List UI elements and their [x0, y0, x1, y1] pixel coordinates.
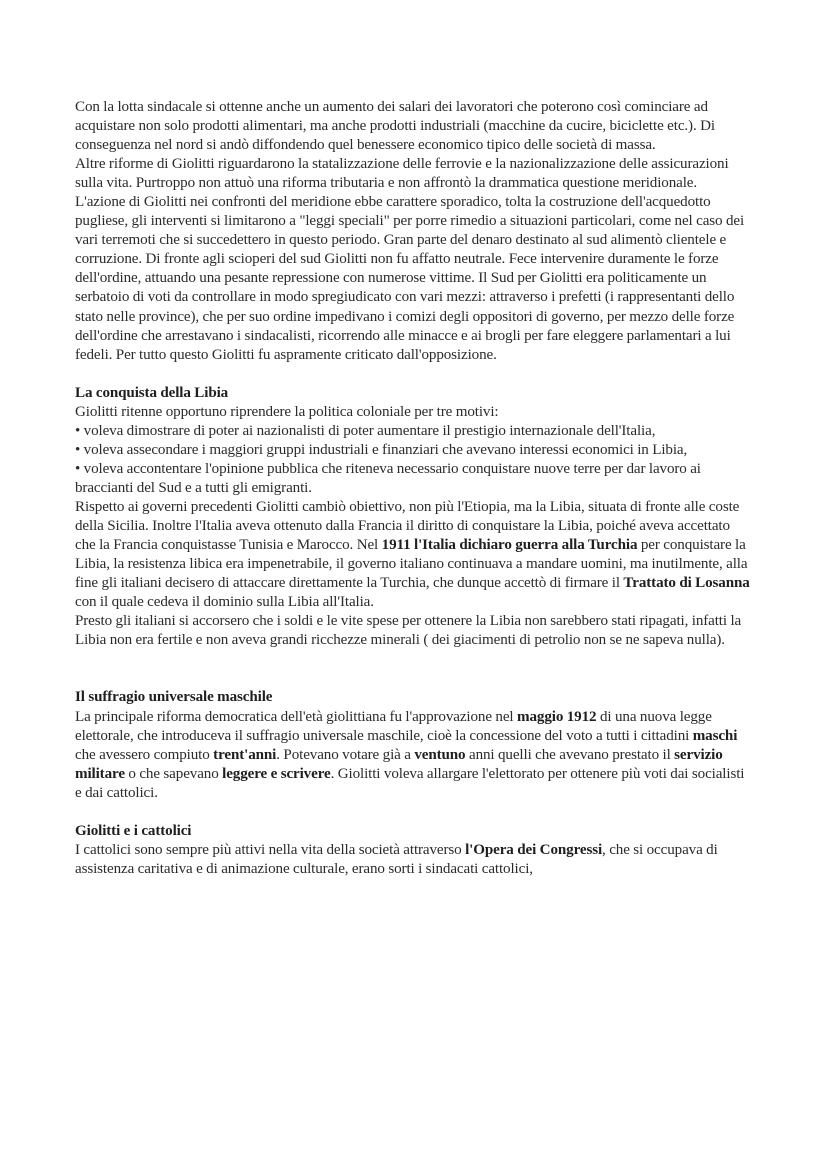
emphasis-text: maggio 1912 — [517, 708, 597, 725]
body-text: Giolitti ritenne opportuno riprendere la politica coloniale per tre motivi: — [75, 403, 499, 420]
bullet-item-prestigio — [75, 422, 752, 441]
paragraph-soldi-vite-spese — [75, 612, 752, 650]
body-text: • voleva accontentare l'opinione pubblica che riteneva necessario conquistare nuove terre per dar lavoro ai braccianti del Sud e a tutti gli emigranti. — [75, 460, 701, 496]
bullet-item-opinione-pubblica — [75, 460, 752, 498]
spacer-before-libia — [75, 365, 752, 384]
paragraph-riforma-elettorale — [75, 708, 752, 803]
body-text: Altre riforme di Giolitti riguardarono la statalizzazione delle ferrovie e la nazionalizzazione delle assicurazioni sulla vita. Purtroppo non attuò una riforma tributaria e non affrontò la drammatica questione meridionale. — [75, 156, 729, 192]
body-text: o che sapevano — [124, 765, 223, 782]
body-text: I cattolici sono sempre più attivi nella vita della società attraverso — [75, 841, 466, 858]
document-text-body — [75, 98, 752, 879]
paragraph-guerra-turchia — [75, 498, 752, 612]
body-text: La principale riforma democratica dell'età giolittiana fu l'approvazione nel — [75, 708, 518, 725]
heading-giolitti-cattolici: Giolitti e i cattolici — [75, 822, 192, 839]
paragraph-lotta-sindacale — [75, 98, 752, 155]
body-text: L'azione di Giolitti nei confronti del meridione ebbe carattere sporadico, tolta la costruzione dell'acquedotto pugliese, gli interventi si limitarono a "leggi speciali" per porre rimedio a situazioni particolari, come nel caso dei vari terremoti che si succedettero in questo periodo. Gran parte del denaro destinato al sud alimentò clientele e corruzione. Di fronte agli scioperi del sud Giolitti non fu affatto neutrale. Fece intervenire duramente le forze dell'ordine, attuando una pesante repressione con numerose vittime. Il Sud per Giolitti era politicamente un serbatoio di voti da controllare in modo spregiudicato con vari mezzi: attraverso i prefetti (i rappresentanti dello stato nelle province), che per suo ordine impedivano i comizi degli oppositori di governo, per mezzo delle forze dell'ordine che arrestavano i sindacalisti, ricorrendo alle minacce e ai brogli per fare eleggere parlamentari a lui fedeli. Per tutto questo Giolitti fu aspramente criticato dall'opposizione. — [75, 194, 745, 363]
body-text: Con la lotta sindacale si ottenne anche un aumento dei salari dei lavoratori che poterono così cominciare ad acquistare non solo prodotti alimentari, ma anche prodotti industriali (macchine da cucire, biciclette etc.). Di conseguenza nel nord si andò diffondendo quel benessere economico tipico delle società di massa. — [75, 99, 715, 154]
heading-conquista-libia: La conquista della Libia — [75, 384, 229, 401]
spacer-before-suffragio-1 — [75, 650, 752, 669]
body-text: anni quelli che avevano prestato il — [465, 746, 675, 763]
paragraph-altre-riforme — [75, 155, 752, 193]
emphasis-text: 1911 l'Italia dichiaro guerra alla Turchia — [381, 537, 638, 554]
emphasis-text: maschi — [692, 727, 738, 744]
body-text: per conquistare la Libia, la resistenza libica era impenetrabile, il governo italiano continuava a mandare uomini, ma inutilmente, alla fine gli italiani decisero di attaccare direttamente la Turchia, che dunque accettò di firmare il — [75, 537, 748, 592]
paragraph-tre-motivi — [75, 403, 752, 422]
emphasis-text: leggere e scrivere — [222, 765, 331, 782]
bullet-item-gruppi-industriali — [75, 441, 752, 460]
body-text: • voleva assecondare i maggiori gruppi industriali e finanziari che avevano interessi economici in Libia, — [75, 441, 688, 458]
body-text: . Giolitti voleva allargare l'elettorato per ottenere più voti dai socialisti e dai cattolici. — [75, 765, 745, 801]
spacer-before-suffragio-2 — [75, 669, 752, 688]
emphasis-text: l'Opera dei Congressi — [465, 841, 603, 858]
spacer-before-cattolici — [75, 803, 752, 822]
emphasis-text: servizio militare — [75, 746, 723, 782]
body-text: , che si occupava di assistenza caritativa e di animazione culturale, erano sorti i sindacati cattolici, — [75, 841, 718, 877]
body-text: . Potevano votare già a — [276, 746, 415, 763]
paragraph-opera-congressi — [75, 841, 752, 879]
emphasis-text: Trattato di Losanna — [623, 575, 750, 592]
body-text: con il quale cedeva il dominio sulla Libia all'Italia. — [75, 594, 374, 611]
body-text: Rispetto ai governi precedenti Giolitti cambiò obiettivo, non più l'Etiopia, ma la Libia, situata di fronte alle coste della Sicilia. Inoltre l'Italia aveva ottenuto dalla Francia il diritto di conquistare la Libia, poiché aveva accettato che la Francia conquistasse Tunisia e Marocco. Nel — [75, 498, 740, 554]
emphasis-text: trent'anni — [213, 746, 277, 763]
emphasis-text: ventuno — [414, 746, 466, 763]
body-text: • voleva dimostrare di poter ai nazionalisti di poter aumentare il prestigio internazionale dell'Italia, — [75, 422, 656, 439]
heading-suffragio-universale: Il suffragio universale maschile — [75, 689, 273, 706]
body-text: che avessero compiuto — [75, 746, 214, 763]
body-text: Presto gli italiani si accorsero che i soldi e le vite spese per ottenere la Libia non sarebbero stati ripagati, infatti la Libia non era fertile e non aveva grandi ricchezze minerali ( dei giacimenti di petrolio non se ne sapeva nulla). — [75, 613, 742, 649]
body-text: di una nuova legge elettorale, che introduceva il suffragio universale maschile, cioè la concessione del voto a tutti i cittadini — [75, 708, 712, 744]
paragraph-azione-meridione — [75, 193, 752, 364]
